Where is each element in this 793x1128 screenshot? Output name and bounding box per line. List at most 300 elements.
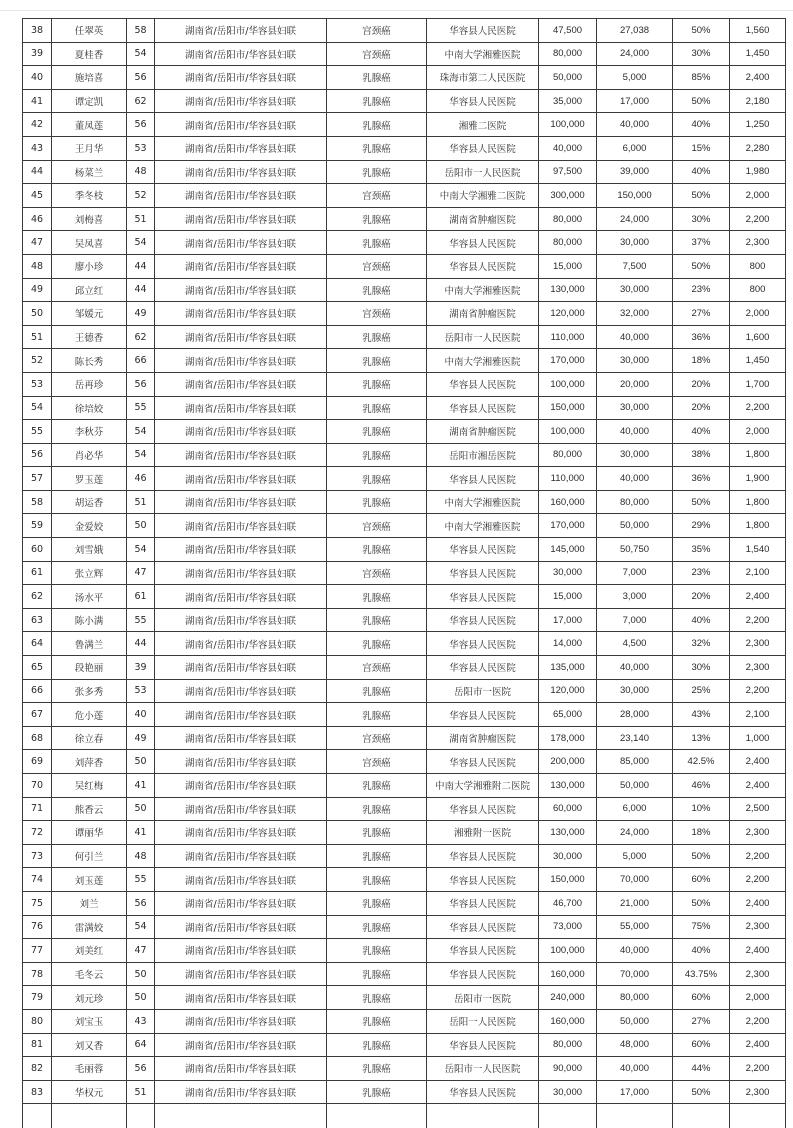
cell-disease: 乳腺癌	[327, 325, 427, 349]
page-top-rule	[0, 10, 793, 11]
cell-aid: 2,400	[730, 939, 786, 963]
table-row	[23, 136, 786, 160]
cell-disease: 宫颈癌	[327, 561, 427, 585]
cell-disease: 宫颈癌	[327, 750, 427, 774]
cell-ratio: 85%	[673, 66, 730, 90]
cell-no: 66	[23, 679, 52, 703]
cell-aid: 2,200	[730, 1057, 786, 1081]
cell-aid: 2,400	[730, 585, 786, 609]
cell-org: 湖南省/岳阳市/华容县妇联	[155, 632, 327, 656]
table-row	[23, 538, 786, 562]
cell-reimbursed: 30,000	[597, 396, 673, 420]
cell-reimbursed: 40,000	[597, 113, 673, 137]
cell-age: 46	[127, 467, 155, 491]
cell-disease: 乳腺癌	[327, 1033, 427, 1057]
table-row	[23, 915, 786, 939]
table-body	[23, 19, 786, 1128]
cell-total-cost: 130,000	[539, 774, 597, 798]
cell-aid: 1,800	[730, 490, 786, 514]
table-row	[23, 207, 786, 231]
cell-disease: 乳腺癌	[327, 844, 427, 868]
table-row	[23, 1009, 786, 1033]
cell-org: 湖南省/岳阳市/华容县妇联	[155, 184, 327, 208]
cell-aid: 2,100	[730, 561, 786, 585]
cell-org: 湖南省/岳阳市/华容县妇联	[155, 538, 327, 562]
cell-disease: 乳腺癌	[327, 891, 427, 915]
cell-no: 82	[23, 1057, 52, 1081]
cell-no: 81	[23, 1033, 52, 1057]
cell-age: 51	[127, 1080, 155, 1104]
cell-disease: 乳腺癌	[327, 207, 427, 231]
cell-name: 刘宝玉	[52, 1009, 127, 1033]
cell-reimbursed: 24,000	[597, 207, 673, 231]
table-row	[23, 66, 786, 90]
cell-no: 80	[23, 1009, 52, 1033]
cell-age: 50	[127, 514, 155, 538]
cell-reimbursed: 3,000	[597, 585, 673, 609]
cell-age: 56	[127, 372, 155, 396]
cell-total-cost: 160,000	[539, 490, 597, 514]
cell-reimbursed: 6,000	[597, 136, 673, 160]
cell-aid: 1,000	[730, 726, 786, 750]
cell-reimbursed: 17,000	[597, 89, 673, 113]
table-row	[23, 797, 786, 821]
cell-reimbursed: 30,000	[597, 349, 673, 373]
cell-total-cost: 150,000	[539, 396, 597, 420]
cell-total-cost: 120,000	[539, 679, 597, 703]
cell-ratio: 50%	[673, 1080, 730, 1104]
cell-ratio: 30%	[673, 656, 730, 680]
cell-org: 湖南省/岳阳市/华容县妇联	[155, 443, 327, 467]
cell-name: 金爱姣	[52, 514, 127, 538]
cell-reimbursed: 17,000	[597, 1080, 673, 1104]
cell-reimbursed: 20,000	[597, 372, 673, 396]
cell-age: 53	[127, 136, 155, 160]
cell-reimbursed: 5,000	[597, 66, 673, 90]
table-row	[23, 254, 786, 278]
cell-reimbursed: 28,000	[597, 703, 673, 727]
cell-org: 湖南省/岳阳市/华容县妇联	[155, 207, 327, 231]
cell-no: 56	[23, 443, 52, 467]
cell-total-cost: 30,000	[539, 561, 597, 585]
cell-reimbursed: 70,000	[597, 962, 673, 986]
cell-aid: 2,300	[730, 656, 786, 680]
cell-ratio: 20%	[673, 585, 730, 609]
cell-org: 湖南省/岳阳市/华容县妇联	[155, 868, 327, 892]
cell-hospital: 岳阳一人民医院	[427, 1009, 539, 1033]
cell-disease: 乳腺癌	[327, 467, 427, 491]
cell-ratio: 46%	[673, 774, 730, 798]
cell-total-cost: 160,000	[539, 1009, 597, 1033]
cell-age: 62	[127, 325, 155, 349]
cell-age: 56	[127, 66, 155, 90]
cell-hospital: 华容县人民医院	[427, 750, 539, 774]
cell-org: 湖南省/岳阳市/华容县妇联	[155, 962, 327, 986]
cell-hospital: 中南大学湘雅医院	[427, 42, 539, 66]
cell-total-cost: 47,500	[539, 19, 597, 43]
cell-aid: 2,300	[730, 821, 786, 845]
cell-no: 51	[23, 325, 52, 349]
cell-aid: 2,200	[730, 868, 786, 892]
cell-aid: 800	[730, 278, 786, 302]
table-row	[23, 514, 786, 538]
cell-total-cost: 135,000	[539, 656, 597, 680]
cell-hospital: 华容县人民医院	[427, 939, 539, 963]
cell-reimbursed: 7,000	[597, 608, 673, 632]
cell-disease: 乳腺癌	[327, 113, 427, 137]
cell-no: 75	[23, 891, 52, 915]
cell-no: 50	[23, 302, 52, 326]
table-row	[23, 585, 786, 609]
cell-aid: 1,600	[730, 325, 786, 349]
cell-aid: 2,500	[730, 797, 786, 821]
cell-no: 39	[23, 42, 52, 66]
cell-ratio: 43.75%	[673, 962, 730, 986]
cell-org: 湖南省/岳阳市/华容县妇联	[155, 703, 327, 727]
cell-no: 73	[23, 844, 52, 868]
cell-ratio: 50%	[673, 254, 730, 278]
table-row	[23, 490, 786, 514]
cell-hospital: 华容县人民医院	[427, 396, 539, 420]
cell-name: 廖小珍	[52, 254, 127, 278]
cell-disease: 乳腺癌	[327, 396, 427, 420]
cell-name: 邹媛元	[52, 302, 127, 326]
cell-age: 50	[127, 797, 155, 821]
cell-no: 57	[23, 467, 52, 491]
table-row	[23, 89, 786, 113]
cell-no: 54	[23, 396, 52, 420]
cell-name: 谭丽华	[52, 821, 127, 845]
cell-hospital: 华容县人民医院	[427, 703, 539, 727]
cell-name: 刘兰	[52, 891, 127, 915]
cell-age: 48	[127, 160, 155, 184]
cell-disease: 宫颈癌	[327, 184, 427, 208]
cell-ratio: 18%	[673, 821, 730, 845]
cell-no: 69	[23, 750, 52, 774]
table-row	[23, 703, 786, 727]
cell-aid: 2,300	[730, 962, 786, 986]
cell-reimbursed: 30,000	[597, 679, 673, 703]
cell-org: 湖南省/岳阳市/华容县妇联	[155, 514, 327, 538]
table-row	[23, 349, 786, 373]
cell-age: 54	[127, 915, 155, 939]
cell-hospital: 中南大学湘雅医院	[427, 349, 539, 373]
cell-no: 74	[23, 868, 52, 892]
cell-org: 湖南省/岳阳市/华容县妇联	[155, 891, 327, 915]
cell-aid: 2,300	[730, 231, 786, 255]
table-row	[23, 962, 786, 986]
cell-no: 71	[23, 797, 52, 821]
cell-age: 56	[127, 1057, 155, 1081]
cell-ratio: 50%	[673, 184, 730, 208]
cell-ratio: 50%	[673, 844, 730, 868]
cell-reimbursed: 30,000	[597, 278, 673, 302]
cell-no: 62	[23, 585, 52, 609]
cell-age: 43	[127, 1009, 155, 1033]
cell-ratio: 40%	[673, 113, 730, 137]
cell-reimbursed: 39,000	[597, 160, 673, 184]
cell-name: 雷满姣	[52, 915, 127, 939]
cell-aid: 2,000	[730, 420, 786, 444]
cell-total-cost: 100,000	[539, 939, 597, 963]
cell-org: 湖南省/岳阳市/华容县妇联	[155, 19, 327, 43]
cell-org: 湖南省/岳阳市/华容县妇联	[155, 679, 327, 703]
cell-hospital: 中南大学湘雅二医院	[427, 184, 539, 208]
cell-no: 65	[23, 656, 52, 680]
cell-no: 77	[23, 939, 52, 963]
cell-no: 76	[23, 915, 52, 939]
cell-total-cost: 130,000	[539, 821, 597, 845]
cell-ratio: 30%	[673, 207, 730, 231]
cell-name: 毛丽蓉	[52, 1057, 127, 1081]
table-row	[23, 632, 786, 656]
cell-ratio: 40%	[673, 939, 730, 963]
cell-hospital: 华容县人民医院	[427, 868, 539, 892]
table-row	[23, 113, 786, 137]
cell-reimbursed: 85,000	[597, 750, 673, 774]
cell-disease: 乳腺癌	[327, 868, 427, 892]
cell-disease: 乳腺癌	[327, 939, 427, 963]
table-row	[23, 420, 786, 444]
cell-age: 40	[127, 703, 155, 727]
cell-org: 湖南省/岳阳市/华容县妇联	[155, 585, 327, 609]
cell-name: 胡运香	[52, 490, 127, 514]
cell-org: 湖南省/岳阳市/华容县妇联	[155, 1080, 327, 1104]
cell-name: 刘又香	[52, 1033, 127, 1057]
cell-no: 45	[23, 184, 52, 208]
cell-no: 43	[23, 136, 52, 160]
cell-total-cost: 30,000	[539, 1080, 597, 1104]
cell-hospital: 华容县人民医院	[427, 254, 539, 278]
cell-no: 49	[23, 278, 52, 302]
cell-total-cost: 240,000	[539, 986, 597, 1010]
cell-reimbursed: 50,000	[597, 1009, 673, 1033]
cell-org: 湖南省/岳阳市/华容县妇联	[155, 349, 327, 373]
cell-org: 湖南省/岳阳市/华容县妇联	[155, 420, 327, 444]
cell-age: 44	[127, 278, 155, 302]
empty-cell	[597, 1104, 673, 1128]
cell-total-cost: 30,000	[539, 844, 597, 868]
cell-ratio: 20%	[673, 372, 730, 396]
cell-org: 湖南省/岳阳市/华容县妇联	[155, 1033, 327, 1057]
cell-name: 危小莲	[52, 703, 127, 727]
cell-name: 刘萍香	[52, 750, 127, 774]
cell-hospital: 岳阳市一医院	[427, 679, 539, 703]
cell-org: 湖南省/岳阳市/华容县妇联	[155, 254, 327, 278]
cell-reimbursed: 80,000	[597, 986, 673, 1010]
cell-total-cost: 120,000	[539, 302, 597, 326]
cell-aid: 1,700	[730, 372, 786, 396]
table-row	[23, 774, 786, 798]
cell-reimbursed: 48,000	[597, 1033, 673, 1057]
cell-aid: 2,400	[730, 891, 786, 915]
cell-no: 61	[23, 561, 52, 585]
cell-name: 刘元珍	[52, 986, 127, 1010]
cell-disease: 乳腺癌	[327, 490, 427, 514]
cell-name: 毛冬云	[52, 962, 127, 986]
cell-aid: 2,400	[730, 1033, 786, 1057]
cell-reimbursed: 24,000	[597, 42, 673, 66]
cell-age: 62	[127, 89, 155, 113]
cell-org: 湖南省/岳阳市/华容县妇联	[155, 136, 327, 160]
cell-org: 湖南省/岳阳市/华容县妇联	[155, 986, 327, 1010]
cell-org: 湖南省/岳阳市/华容县妇联	[155, 231, 327, 255]
table-row	[23, 160, 786, 184]
cell-ratio: 36%	[673, 467, 730, 491]
cell-hospital: 华容县人民医院	[427, 1033, 539, 1057]
table-row	[23, 467, 786, 491]
cell-ratio: 30%	[673, 42, 730, 66]
cell-name: 杨菜兰	[52, 160, 127, 184]
cell-org: 湖南省/岳阳市/华容县妇联	[155, 42, 327, 66]
cell-ratio: 50%	[673, 891, 730, 915]
cell-name: 刘梅喜	[52, 207, 127, 231]
cell-total-cost: 14,000	[539, 632, 597, 656]
cell-no: 46	[23, 207, 52, 231]
cell-age: 54	[127, 443, 155, 467]
cell-no: 44	[23, 160, 52, 184]
table-row	[23, 302, 786, 326]
cell-org: 湖南省/岳阳市/华容县妇联	[155, 939, 327, 963]
table-row	[23, 561, 786, 585]
cell-name: 徐培姣	[52, 396, 127, 420]
cell-total-cost: 15,000	[539, 254, 597, 278]
cell-total-cost: 160,000	[539, 962, 597, 986]
cell-aid: 2,400	[730, 774, 786, 798]
cell-disease: 宫颈癌	[327, 514, 427, 538]
empty-cell	[539, 1104, 597, 1128]
cell-age: 51	[127, 207, 155, 231]
table-row	[23, 1080, 786, 1104]
cell-age: 53	[127, 679, 155, 703]
cell-no: 78	[23, 962, 52, 986]
cell-org: 湖南省/岳阳市/华容县妇联	[155, 1057, 327, 1081]
cell-no: 58	[23, 490, 52, 514]
cell-aid: 2,300	[730, 632, 786, 656]
cell-aid: 1,560	[730, 19, 786, 43]
table-row	[23, 608, 786, 632]
cell-disease: 乳腺癌	[327, 797, 427, 821]
cell-no: 42	[23, 113, 52, 137]
cell-aid: 1,900	[730, 467, 786, 491]
cell-ratio: 35%	[673, 538, 730, 562]
table-row	[23, 443, 786, 467]
cell-org: 湖南省/岳阳市/华容县妇联	[155, 1009, 327, 1033]
cell-hospital: 华容县人民医院	[427, 632, 539, 656]
cell-disease: 乳腺癌	[327, 1057, 427, 1081]
cell-total-cost: 60,000	[539, 797, 597, 821]
cell-name: 刘美红	[52, 939, 127, 963]
cell-reimbursed: 4,500	[597, 632, 673, 656]
empty-cell	[155, 1104, 327, 1128]
cell-name: 岳再珍	[52, 372, 127, 396]
cell-reimbursed: 80,000	[597, 490, 673, 514]
cell-no: 47	[23, 231, 52, 255]
cell-hospital: 湖南省肿瘤医院	[427, 420, 539, 444]
cell-hospital: 中南大学湘雅医院	[427, 490, 539, 514]
cell-reimbursed: 50,000	[597, 774, 673, 798]
empty-cell	[730, 1104, 786, 1128]
cell-hospital: 华容县人民医院	[427, 608, 539, 632]
cell-total-cost: 170,000	[539, 349, 597, 373]
cell-reimbursed: 40,000	[597, 1057, 673, 1081]
cell-name: 徐立春	[52, 726, 127, 750]
table-row	[23, 231, 786, 255]
cell-ratio: 18%	[673, 349, 730, 373]
cell-ratio: 40%	[673, 420, 730, 444]
empty-row	[23, 1104, 786, 1128]
cell-aid: 2,200	[730, 207, 786, 231]
cell-org: 湖南省/岳阳市/华容县妇联	[155, 302, 327, 326]
cell-org: 湖南省/岳阳市/华容县妇联	[155, 66, 327, 90]
cell-hospital: 岳阳市一人民医院	[427, 160, 539, 184]
cell-reimbursed: 5,000	[597, 844, 673, 868]
cell-hospital: 珠海市第二人民医院	[427, 66, 539, 90]
cell-aid: 2,200	[730, 608, 786, 632]
cell-age: 47	[127, 939, 155, 963]
cell-total-cost: 145,000	[539, 538, 597, 562]
cell-ratio: 29%	[673, 514, 730, 538]
cell-hospital: 华容县人民医院	[427, 561, 539, 585]
cell-org: 湖南省/岳阳市/华容县妇联	[155, 372, 327, 396]
cell-aid: 2,000	[730, 986, 786, 1010]
cell-reimbursed: 32,000	[597, 302, 673, 326]
cell-aid: 2,300	[730, 1080, 786, 1104]
cell-disease: 乳腺癌	[327, 774, 427, 798]
table-row	[23, 42, 786, 66]
cell-disease: 宫颈癌	[327, 42, 427, 66]
cell-reimbursed: 50,000	[597, 514, 673, 538]
cell-age: 54	[127, 420, 155, 444]
cell-hospital: 中南大学湘雅附二医院	[427, 774, 539, 798]
cell-aid: 2,400	[730, 66, 786, 90]
cell-age: 58	[127, 19, 155, 43]
table-row	[23, 986, 786, 1010]
cell-hospital: 湖南省肿瘤医院	[427, 207, 539, 231]
cell-name: 汤水平	[52, 585, 127, 609]
cell-age: 55	[127, 868, 155, 892]
cell-ratio: 60%	[673, 1033, 730, 1057]
cell-age: 49	[127, 726, 155, 750]
cell-ratio: 50%	[673, 490, 730, 514]
empty-cell	[127, 1104, 155, 1128]
cell-org: 湖南省/岳阳市/华容县妇联	[155, 561, 327, 585]
cell-ratio: 27%	[673, 1009, 730, 1033]
cell-disease: 乳腺癌	[327, 1009, 427, 1033]
table-row	[23, 679, 786, 703]
cell-no: 40	[23, 66, 52, 90]
cell-org: 湖南省/岳阳市/华容县妇联	[155, 774, 327, 798]
cell-total-cost: 80,000	[539, 1033, 597, 1057]
cell-name: 谭定凯	[52, 89, 127, 113]
cell-name: 何引兰	[52, 844, 127, 868]
cell-org: 湖南省/岳阳市/华容县妇联	[155, 656, 327, 680]
cell-age: 41	[127, 774, 155, 798]
cell-disease: 乳腺癌	[327, 679, 427, 703]
cell-ratio: 32%	[673, 632, 730, 656]
cell-hospital: 华容县人民医院	[427, 372, 539, 396]
cell-ratio: 27%	[673, 302, 730, 326]
cell-disease: 乳腺癌	[327, 608, 427, 632]
cell-total-cost: 100,000	[539, 420, 597, 444]
cell-disease: 乳腺癌	[327, 349, 427, 373]
cell-hospital: 华容县人民医院	[427, 19, 539, 43]
cell-reimbursed: 30,000	[597, 231, 673, 255]
cell-hospital: 华容县人民医院	[427, 891, 539, 915]
cell-no: 53	[23, 372, 52, 396]
cell-hospital: 岳阳市湘岳医院	[427, 443, 539, 467]
cell-age: 44	[127, 254, 155, 278]
